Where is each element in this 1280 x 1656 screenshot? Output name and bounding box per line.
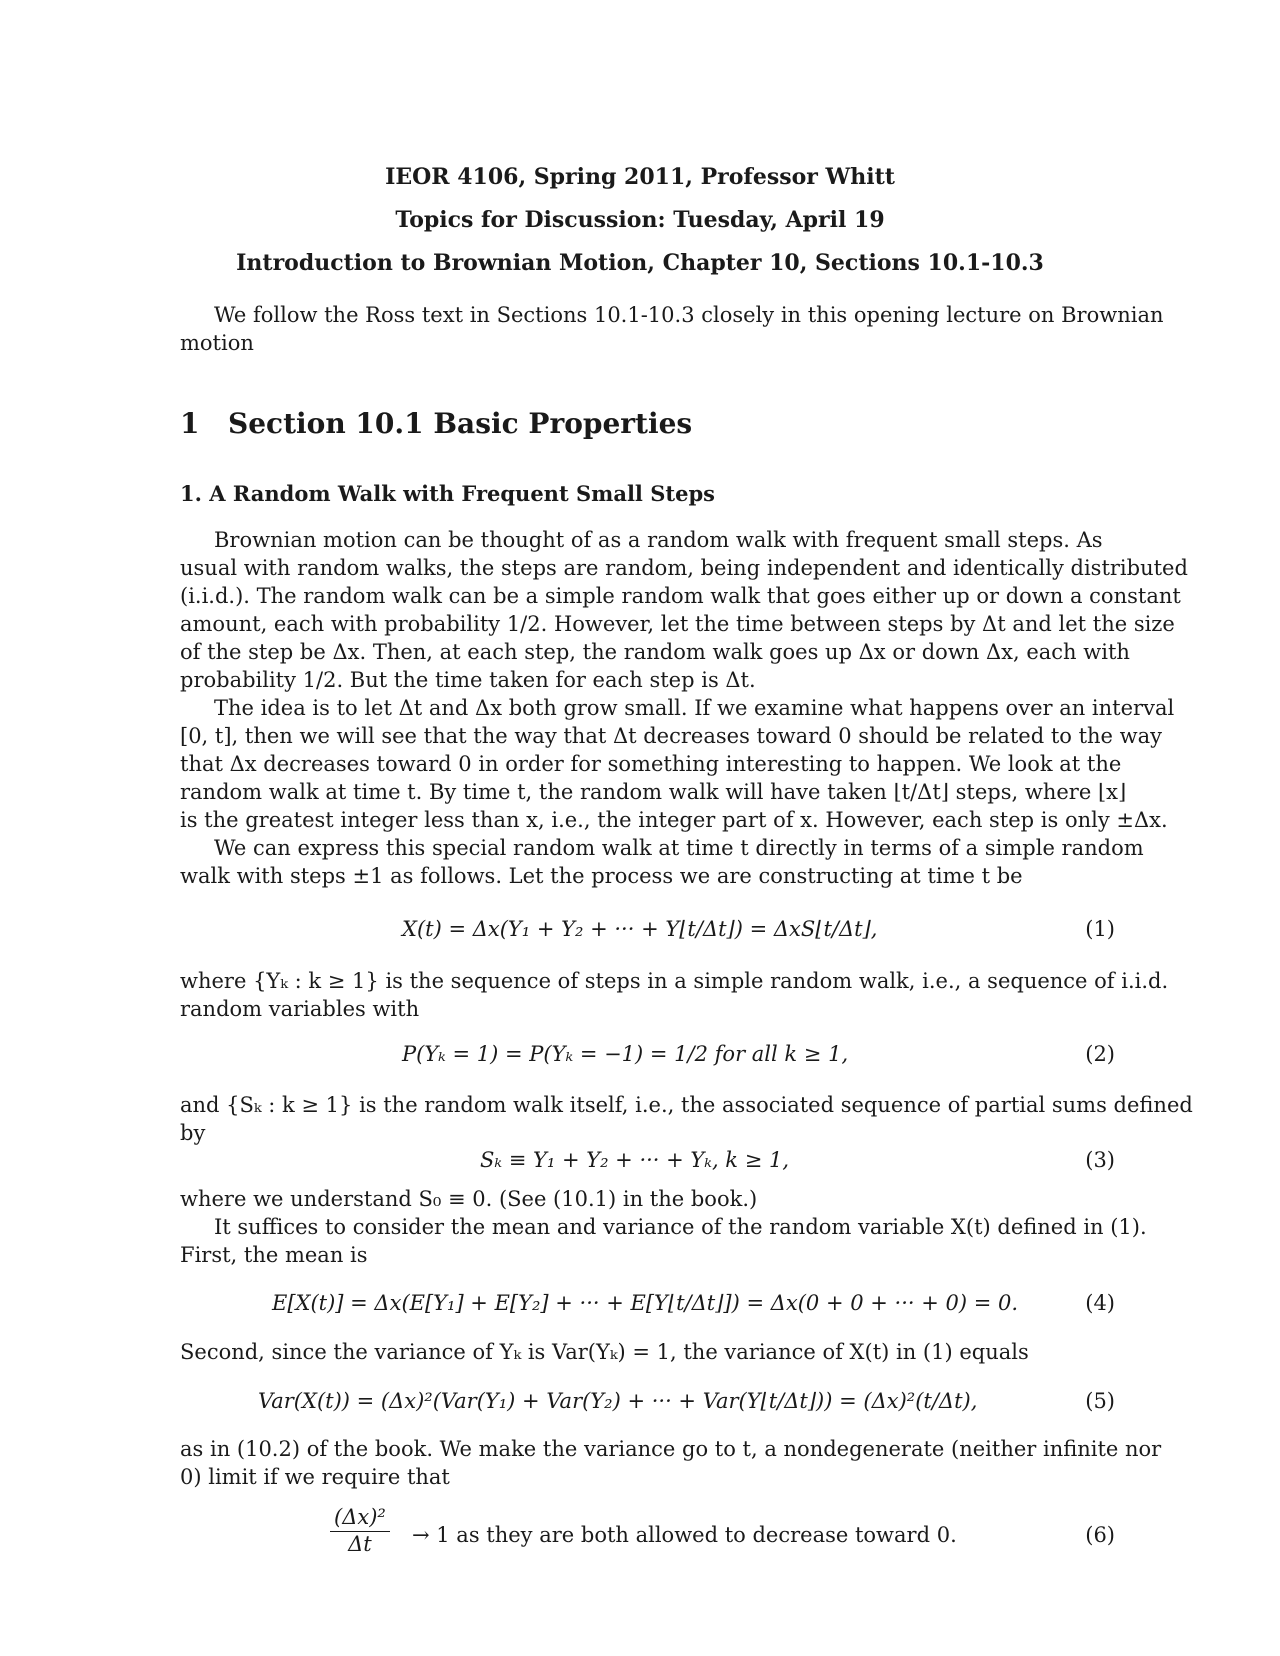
paragraph-1-line-1: Brownian motion can be thought of as a random walk with frequent small steps. As — [214, 528, 1103, 552]
after-eq1-line-1: where {Yₖ : k ≥ 1} is the sequence of steps in a simple random walk, i.e., a sequence of i.i.d. — [180, 969, 1169, 993]
equation-2: P(Yₖ = 1) = P(Yₖ = −1) = 1/2 for all k ≥ 1, — [402, 1042, 849, 1066]
after-eq2-line-1: and {Sₖ : k ≥ 1} is the random walk itself, i.e., the associated sequence of partial sums defined — [180, 1093, 1193, 1117]
equation-6-rest: → 1 as they are both allowed to decrease toward 0. — [412, 1523, 957, 1547]
after-eq5-line-2: 0) limit if we require that — [180, 1465, 450, 1489]
paragraph-3-line-2: walk with steps ±1 as follows. Let the process we are constructing at time t be — [180, 864, 1023, 888]
equation-3: Sₖ ≡ Y₁ + Y₂ + ··· + Yₖ, k ≥ 1, — [480, 1148, 790, 1172]
paragraph-1-line-4: amount, each with probability 1/2. However, let the time between steps by Δt and let the size — [180, 612, 1175, 636]
equation-4-number: (4) — [1085, 1291, 1115, 1315]
paragraph-2-line-5: is the greatest integer less than x, i.e., the integer part of x. However, each step is only ±Δx. — [180, 808, 1168, 832]
equation-6-number: (6) — [1085, 1523, 1115, 1547]
header-line-3: Introduction to Brownian Motion, Chapter 10, Sections 10.1-10.3 — [236, 250, 1044, 276]
section-number: 1 — [180, 407, 200, 440]
paragraph-1-line-2: usual with random walks, the steps are random, being independent and identically distributed — [180, 556, 1188, 580]
paragraph-1-line-3: (i.i.d.). The random walk can be a simple random walk that goes either up or down a constant — [180, 584, 1181, 608]
after-eq3-line-1: where we understand S₀ ≡ 0. (See (10.1) in the book.) — [180, 1187, 758, 1211]
after-eq4-line: Second, since the variance of Yₖ is Var(Yₖ) = 1, the variance of X(t) in (1) equals — [180, 1340, 1029, 1364]
equation-5-number: (5) — [1085, 1389, 1115, 1413]
after-eq3-line-2: It suffices to consider the mean and variance of the random variable X(t) defined in (1). — [214, 1215, 1147, 1239]
paragraph-2-line-1: The idea is to let Δt and Δx both grow small. If we examine what happens over an interval — [214, 696, 1175, 720]
header-line-2: Topics for Discussion: Tuesday, April 19 — [395, 207, 885, 233]
header-line-1: IEOR 4106, Spring 2011, Professor Whitt — [385, 164, 895, 190]
paragraph-2-line-4: random walk at time t. By time t, the random walk will have taken ⌊t/Δt⌋ steps, where ⌊x⌋ — [180, 780, 1127, 804]
equation-4: E[X(t)] = Δx(E[Y₁] + E[Y₂] + ··· + E[Y⌊t/Δt⌋]) = Δx(0 + 0 + ··· + 0) = 0. — [272, 1291, 1019, 1315]
after-eq5-line-1: as in (10.2) of the book. We make the variance go to t, a nondegenerate (neither infinite nor — [180, 1437, 1162, 1461]
intro-line-2: motion — [180, 331, 254, 355]
equation-6-denominator: Δt — [348, 1532, 372, 1556]
after-eq3-line-3: First, the mean is — [180, 1243, 368, 1267]
paragraph-2-line-2: [0, t], then we will see that the way that Δt decreases toward 0 should be related to the way — [180, 724, 1163, 748]
paragraph-2-line-3: that Δx decreases toward 0 in order for something interesting to happen. We look at the — [180, 752, 1122, 776]
intro-line-1: We follow the Ross text in Sections 10.1-10.3 closely in this opening lecture on Brownian — [214, 303, 1164, 327]
section-title: Section 10.1 Basic Properties — [228, 407, 693, 440]
equation-5: Var(X(t)) = (Δx)²(Var(Y₁) + Var(Y₂) + ··· + Var(Y⌊t/Δt⌋)) = (Δx)²(t/Δt), — [258, 1389, 978, 1413]
equation-3-number: (3) — [1085, 1148, 1115, 1172]
after-eq2-line-2: by — [180, 1121, 206, 1145]
after-eq1-line-2: random variables with — [180, 997, 420, 1021]
paragraph-1-line-6: probability 1/2. But the time taken for each step is Δt. — [180, 668, 756, 692]
equation-6-numerator: (Δx)² — [330, 1505, 390, 1532]
equation-1: X(t) = Δx(Y₁ + Y₂ + ··· + Y⌊t/Δt⌋) = ΔxS⌊t/Δt⌋, — [402, 917, 878, 941]
paragraph-3-line-1: We can express this special random walk at time t directly in terms of a simple random — [214, 836, 1144, 860]
equation-1-number: (1) — [1085, 917, 1115, 941]
equation-6-fraction — [330, 1505, 390, 1556]
paragraph-1-line-5: of the step be Δx. Then, at each step, the random walk goes up Δx or down Δx, each with — [180, 640, 1130, 664]
subsection-title: 1. A Random Walk with Frequent Small Steps — [180, 481, 715, 506]
equation-2-number: (2) — [1085, 1042, 1115, 1066]
